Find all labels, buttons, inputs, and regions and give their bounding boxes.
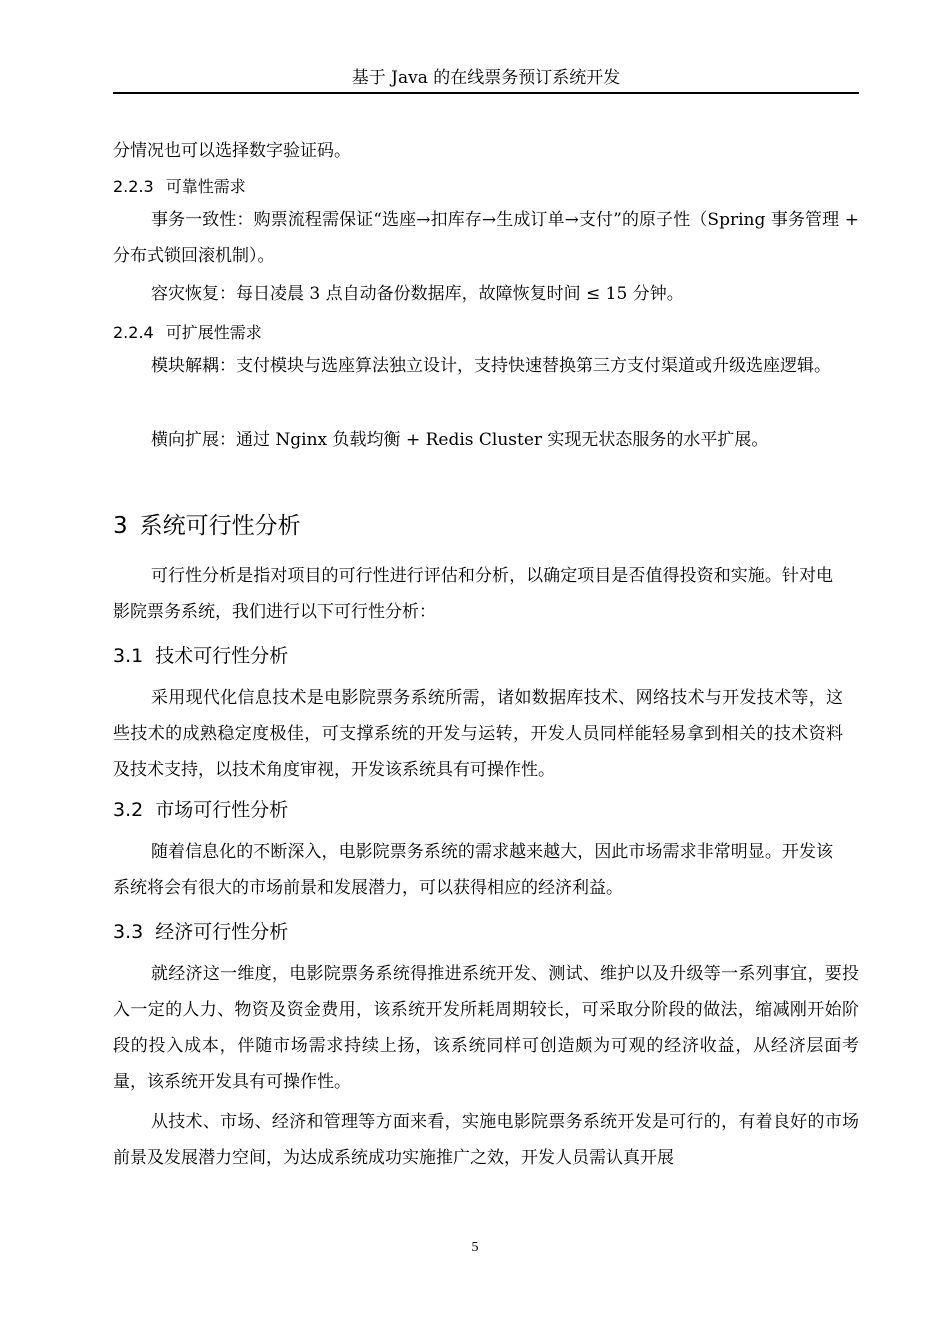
paragraph: 事务一致性：购票流程需保证“选座→扣库存→生成订单→支付”的原子性（Spring 事务管理 + 分布式锁回滚机制）。 bbox=[113, 210, 859, 266]
paragraph: 可行性分析是指对项目的可行性进行评估和分析，以确定项目是否值得投资和实施。针对电影院票务系统，我们进行以下可行性分析： bbox=[113, 566, 833, 622]
heading-title: 经济可行性分析 bbox=[155, 921, 289, 943]
page-number: 5 bbox=[471, 1240, 479, 1255]
heading-title: 市场可行性分析 bbox=[155, 799, 289, 821]
heading-title: 系统可行性分析 bbox=[139, 513, 301, 539]
heading-3-3 bbox=[113, 918, 288, 946]
heading-number: 2.2.3 bbox=[113, 177, 154, 196]
heading-2-2-4 bbox=[113, 321, 262, 345]
paragraph: 模块解耦：支付模块与选座算法独立设计，支持快速替换第三方支付渠道或升级选座逻辑。 bbox=[151, 356, 831, 376]
paragraph: 随着信息化的不断深入，电影院票务系统的需求越来越大，因此市场需求非常明显。开发该系统将会有很大的市场前景和发展潜力，可以获得相应的经济利益。 bbox=[113, 842, 833, 898]
heading-3 bbox=[113, 510, 301, 542]
heading-number: 2.2.4 bbox=[113, 323, 154, 342]
heading-number: 3 bbox=[113, 513, 128, 539]
paragraph: 就经济这一维度，电影院票务系统得推进系统开发、测试、维护以及升级等一系列事宜，要投入一定的人力、物资及资金费用，该系统开发所耗周期较长，可采取分阶段的做法，缩减刚开始阶段的投入成本，伴随市场需求持续上扬，该系统同样可创造颇为可观的经济收益，从经济层面考量，该系统开发具有可操作性。 bbox=[113, 964, 859, 1092]
heading-number: 3.3 bbox=[113, 921, 144, 943]
paragraph: 横向扩展：通过 Nginx 负载均衡 + Redis Cluster 实现无状态服务的水平扩展。 bbox=[151, 430, 769, 450]
heading-3-1 bbox=[113, 642, 288, 670]
paragraph: 采用现代化信息技术是电影院票务系统所需，诸如数据库技术、网络技术与开发技术等，这些技术的成熟稳定度极佳，可支撑系统的开发与运转，开发人员同样能轻易拿到相关的技术资料及技术支持，以技术角度审视，开发该系统具有可操作性。 bbox=[113, 688, 843, 780]
paragraph: 从技术、市场、经济和管理等方面来看，实施电影院票务系统开发是可行的，有着良好的市场前景及发展潜力空间，为达成系统成功实施推广之效，开发人员需认真开展 bbox=[113, 1112, 859, 1168]
running-header: 基于 Java 的在线票务预订系统开发 bbox=[351, 68, 621, 88]
heading-number: 3.1 bbox=[113, 645, 144, 667]
heading-title: 可靠性需求 bbox=[165, 177, 246, 196]
heading-title: 可扩展性需求 bbox=[165, 323, 262, 342]
heading-title: 技术可行性分析 bbox=[155, 645, 289, 667]
heading-2-2-3 bbox=[113, 175, 246, 199]
heading-number: 3.2 bbox=[113, 799, 144, 821]
header-rule bbox=[113, 92, 859, 94]
continuation-line: 分情况也可以选择数字验证码。 bbox=[113, 141, 351, 161]
heading-3-2 bbox=[113, 796, 288, 824]
paragraph: 容灾恢复：每日凌晨 3 点自动备份数据库，故障恢复时间 ≤ 15 分钟。 bbox=[151, 284, 684, 304]
